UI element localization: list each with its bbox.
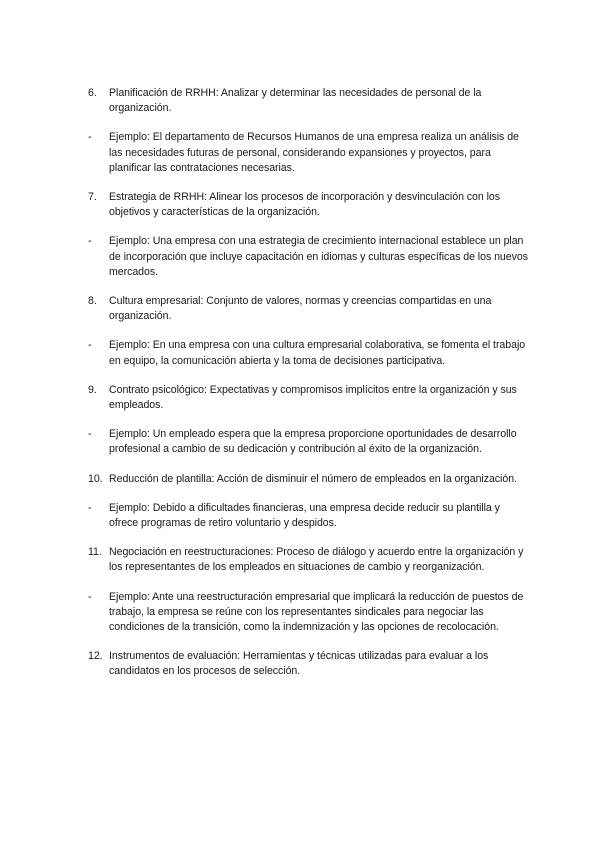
definition-text: Planificación de RRHH: Analizar y determinar las necesidades de personal de la organización.	[109, 87, 482, 115]
list-item-12	[88, 649, 528, 679]
list-marker: -	[88, 590, 92, 603]
list-item-example	[88, 501, 528, 531]
list-marker: 6.	[88, 87, 97, 99]
example-text: Ejemplo: El departamento de Recursos Humanos de una empresa realiza un análisis de las necesidades futuras de personal, considerando expansiones y proyectos, para planificar las contrataciones necesarias.	[109, 131, 519, 174]
list-marker: 8.	[88, 295, 97, 308]
definition-text: Contrato psicológico: Expectativas y compromisos implícitos entre la organización y sus empleados.	[109, 383, 517, 412]
example-text: Ejemplo: Debido a dificultades financieras, una empresa decide reducir su plantilla y ofrece programas de retiro voluntario y despidos.	[109, 501, 500, 530]
list-marker: -	[88, 428, 92, 441]
list-marker: -	[88, 235, 92, 248]
definition-text: Cultura empresarial: Conjunto de valores, normas y creencias compartidas en una organización.	[109, 295, 492, 323]
glossary-list	[88, 86, 528, 680]
list-item-8	[88, 294, 528, 324]
list-marker: 9.	[88, 383, 97, 396]
list-item-7	[88, 190, 528, 220]
example-text: Ejemplo: En una empresa con una cultura empresarial colaborativa, se fomenta el trabajo en equipo, la comunicación abierta y la toma de decisiones participativa.	[109, 339, 526, 367]
definition-text: Negociación en reestructuraciones: Proceso de diálogo y acuerdo entre la organización y los representantes de los empleados en situaciones de cambio y reorganización.	[109, 546, 524, 574]
list-marker: 12.	[88, 650, 103, 663]
list-marker: 10.	[88, 472, 103, 485]
definition-text: Estrategia de RRHH: Alinear los procesos de incorporación y desvinculación con los objetivos y características de la organización.	[109, 191, 501, 219]
list-marker: -	[88, 131, 92, 144]
example-text: Ejemplo: Un empleado espera que la empresa proporcione oportunidades de desarrollo profesional a cambio de su dedicación y contribución al éxito de la organización.	[109, 428, 517, 456]
list-marker: 7.	[88, 191, 97, 204]
list-item-example	[88, 234, 528, 280]
list-item-11	[88, 545, 528, 575]
list-item-10	[88, 472, 528, 487]
list-item-example	[88, 130, 528, 176]
definition-text: Instrumentos de evaluación: Herramientas y técnicas utilizadas para evaluar a los candidatos en los procesos de selección.	[109, 650, 489, 678]
example-text: Ejemplo: Una empresa con una estrategia de crecimiento internacional establece un plan de incorporación que incluye capacitación en idiomas y culturas específicas de los nuevos mercados.	[109, 235, 528, 278]
list-item-example	[88, 590, 528, 636]
list-item-example	[88, 338, 528, 368]
list-marker: -	[88, 339, 92, 352]
list-item-6	[88, 86, 528, 116]
definition-text: Reducción de plantilla: Acción de disminuir el número de empleados en la organización.	[109, 472, 517, 485]
example-text: Ejemplo: Ante una reestructuración empresarial que implicará la reducción de puestos de trabajo, la empresa se reúne con los representantes sindicales para negociar las condiciones de la transición, como la indemnización y las opciones de recolocación.	[109, 590, 524, 634]
list-marker: 11.	[88, 546, 102, 559]
list-item-9	[88, 383, 528, 413]
list-item-example	[88, 427, 528, 457]
list-marker: -	[88, 501, 92, 514]
